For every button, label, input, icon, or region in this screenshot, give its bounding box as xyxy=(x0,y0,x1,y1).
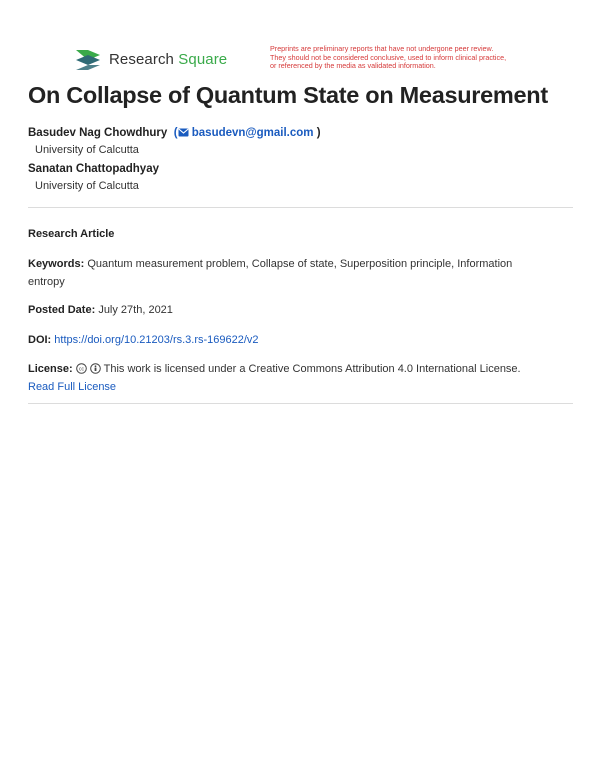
cc-icon xyxy=(76,363,87,374)
divider xyxy=(28,403,573,404)
license xyxy=(28,360,573,396)
license-label: License: xyxy=(28,363,73,375)
article-type: Research Article xyxy=(28,228,115,240)
author-name: Sanatan Chattopadhyay xyxy=(28,163,159,175)
author-affiliation: University of Calcutta xyxy=(35,180,139,192)
svg-text:cc: cc xyxy=(78,366,84,373)
logo-wordmark: Research Square xyxy=(109,50,228,68)
author-affiliation: University of Calcutta xyxy=(35,144,139,156)
notice-line: They should not be considered conclusive, used to inform clinical practice, xyxy=(270,52,507,62)
author-name: Basudev Nag Chowdhury ( basudevn@gmail.com ) xyxy=(28,127,321,139)
keywords-label: Keywords: xyxy=(28,258,85,270)
doi-label: DOI: xyxy=(28,334,52,346)
envelope-icon xyxy=(178,128,189,137)
author-email-wrapper: ( basudevn@gmail.com ) xyxy=(173,127,321,139)
research-square-logo-icon xyxy=(74,48,102,70)
doi xyxy=(28,331,259,349)
posted-date-label: Posted Date: xyxy=(28,304,96,316)
research-square-logo[interactable] xyxy=(74,48,227,70)
notice-line: or referenced by the media as validated information. xyxy=(270,61,436,71)
preprint-notice xyxy=(270,45,570,71)
keywords xyxy=(28,255,548,291)
license-text: This work is licensed under a Creative Commons Attribution 4.0 International License. xyxy=(103,363,521,375)
read-full-license-link[interactable]: Read Full License xyxy=(28,381,117,393)
posted-date-value: July 27th, 2021 xyxy=(98,304,173,316)
author-email-link[interactable]: basudevn@gmail.com xyxy=(191,127,314,139)
paper-title: On Collapse of Quantum State on Measurement xyxy=(28,82,548,108)
notice-line: Preprints are preliminary reports that have not undergone peer review. xyxy=(270,44,494,53)
doi-link[interactable]: https://doi.org/10.21203/rs.3.rs-169622/v2 xyxy=(54,334,259,346)
divider xyxy=(28,207,573,208)
posted-date xyxy=(28,301,173,319)
by-icon xyxy=(90,363,101,374)
keywords-value: Quantum measurement problem, Collapse of state, Superposition principle, Information entropy xyxy=(28,258,513,288)
